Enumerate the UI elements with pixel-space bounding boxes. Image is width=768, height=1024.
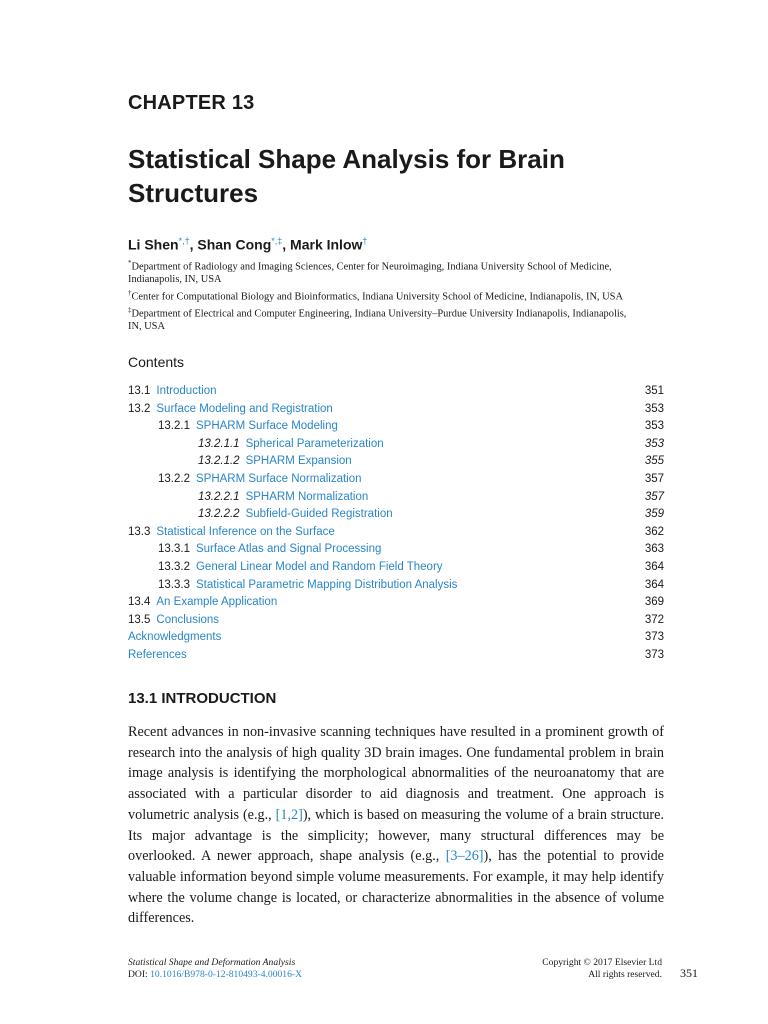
toc-entry[interactable]: [128, 401, 664, 419]
toc-page-number: 351: [644, 385, 664, 397]
toc-title-link[interactable]: SPHARM Surface Modeling: [195, 420, 338, 433]
toc-entry[interactable]: [128, 559, 664, 577]
toc-entry[interactable]: [128, 629, 664, 647]
toc-number: 13.3.1: [158, 543, 190, 556]
toc-page-number: 364: [644, 578, 664, 591]
toc-title-link[interactable]: Acknowledgments: [128, 631, 222, 644]
toc-title-link[interactable]: Surface Atlas and Signal Processing: [195, 543, 382, 556]
toc-number: 13.4: [128, 596, 151, 609]
toc-entry[interactable]: [128, 383, 664, 401]
toc-page-number: 357: [644, 490, 664, 503]
affiliation: [128, 287, 640, 304]
citation-link[interactable]: [1,2]: [275, 806, 303, 823]
toc-entry[interactable]: [128, 506, 664, 524]
toc-title-link[interactable]: SPHARM Expansion: [245, 455, 352, 468]
affiliation-mark: †: [128, 288, 132, 297]
affiliation: [128, 257, 640, 287]
affiliation-list: [128, 257, 640, 333]
toc-page-number: 353: [644, 437, 664, 450]
toc-entry[interactable]: [128, 471, 664, 489]
toc-number: 13.2.1.1: [198, 437, 240, 450]
affiliation-marks[interactable]: *,†: [178, 236, 190, 246]
toc-page-number: 372: [644, 613, 664, 626]
toc-title-link[interactable]: Statistical Inference on the Surface: [156, 525, 335, 538]
chapter-title: Statistical Shape Analysis for Brain Structures: [128, 144, 565, 208]
toc-title-link[interactable]: Surface Modeling and Registration: [156, 402, 333, 415]
toc-title-link[interactable]: An Example Application: [156, 596, 278, 609]
toc-entry[interactable]: [128, 577, 664, 595]
toc-entry[interactable]: [128, 541, 664, 559]
copyright-text: Copyright © 2017 Elsevier Ltd: [542, 957, 662, 968]
toc-number: 13.2: [128, 402, 151, 415]
page-number: 351: [680, 966, 698, 980]
toc-number: 13.2.1: [158, 420, 190, 433]
toc-page-number: 373: [644, 648, 664, 661]
toc-number: 13.3.3: [158, 578, 190, 591]
body-paragraph: [128, 722, 664, 929]
toc-number: 13.1: [128, 385, 151, 397]
toc-page-number: 357: [644, 472, 664, 485]
paragraph-text: Recent advances in non-invasive scanning techniques have resulted in a prominent growth of research into the analysis of high quality 3D brain images. One fundamental problem in brain image analysis is identifying the morphological abnormalities of the neuroanatomy that are associated with a particular disorder to aid diagnosis and treatment. One approach is volumetric analysis (e.g.,: [128, 724, 664, 823]
toc-page-number: 369: [644, 596, 664, 609]
toc-entry[interactable]: [128, 453, 664, 471]
toc-title-link[interactable]: Subfield-Guided Registration: [245, 508, 393, 521]
doi-link[interactable]: 10.1016/B978-0-12-810493-4.00016-X: [150, 969, 303, 980]
affiliation-text: Department of Electrical and Computer Engineering, Indiana University–Purdue University Indianapolis, Indianapolis, IN, USA: [128, 308, 627, 332]
author-name: Mark Inlow: [290, 236, 363, 253]
table-of-contents: [128, 383, 664, 665]
toc-number: 13.2.2: [158, 472, 190, 485]
author-separator: ,: [189, 236, 198, 253]
toc-entry[interactable]: [128, 612, 664, 630]
footer-source: [128, 957, 302, 981]
book-title: Statistical Shape and Deformation Analysis: [128, 957, 296, 968]
toc-title-link[interactable]: Statistical Parametric Mapping Distribution Analysis: [195, 578, 458, 591]
toc-title-link[interactable]: SPHARM Surface Normalization: [195, 472, 362, 485]
affiliation-marks[interactable]: †: [362, 236, 368, 246]
toc-entry[interactable]: [128, 418, 664, 436]
toc-title-link[interactable]: Conclusions: [156, 613, 220, 626]
affiliation-text: Center for Computational Biology and Bioinformatics, Indiana University School of Medicine, Indianapolis, IN, USA: [131, 291, 623, 303]
toc-entry[interactable]: [128, 436, 664, 454]
toc-page-number: 362: [644, 525, 664, 538]
toc-number: 13.2.2.2: [198, 508, 240, 521]
doi-line: [128, 969, 302, 981]
author-separator: ,: [282, 236, 291, 253]
citation-link[interactable]: [3–26]: [445, 848, 484, 865]
toc-entry[interactable]: [128, 524, 664, 542]
rights-text: All rights reserved.: [588, 969, 662, 980]
affiliation: [128, 304, 640, 334]
toc-page-number: 363: [644, 543, 664, 556]
affiliation-text: Department of Radiology and Imaging Sciences, Center for Neuroimaging, Indiana University School of Medicine, Indianapolis, IN, USA: [128, 261, 612, 286]
toc-entry[interactable]: [128, 489, 664, 507]
toc-number: 13.3.2: [158, 560, 190, 573]
toc-entry[interactable]: [128, 594, 664, 612]
toc-number: 13.3: [128, 525, 151, 538]
paragraph-text: ), has the potential to provide valuable information beyond simple volume measurements. For example, it may help identify where the volume change is located, or characterize abnormalities in the absence of volume differences.: [128, 848, 664, 927]
toc-title-link[interactable]: References: [128, 648, 187, 661]
toc-title-link[interactable]: Introduction: [156, 385, 217, 397]
toc-title-link[interactable]: SPHARM Normalization: [245, 490, 369, 503]
toc-page-number: 364: [644, 560, 664, 573]
toc-page-number: 353: [644, 420, 664, 433]
toc-title-link[interactable]: Spherical Parameterization: [245, 437, 384, 450]
toc-page-number: 359: [644, 508, 664, 521]
section-heading: 13.1 INTRODUCTION: [128, 690, 277, 707]
toc-page-number: 355: [644, 455, 664, 468]
toc-title-link[interactable]: General Linear Model and Random Field Theory: [195, 560, 443, 573]
toc-number: 13.2.1.2: [198, 455, 240, 468]
toc-page-number: 353: [644, 402, 664, 415]
footer-copyright: [542, 957, 662, 981]
doi-label: DOI:: [128, 969, 151, 980]
paragraph-text: ), which is based on measuring the volume of a brain structure. Its major advantage is the simplicity; however, many structural differences may be overlooked. A newer approach, shape analysis (e.g.,: [128, 806, 664, 865]
affiliation-mark: *: [128, 259, 132, 267]
affiliation-marks[interactable]: *,‡: [271, 236, 283, 246]
author-name: Li Shen: [128, 236, 179, 253]
author-name: Shan Cong: [197, 236, 272, 253]
author-list: [128, 236, 367, 253]
chapter-label: CHAPTER 13: [128, 92, 255, 114]
toc-page-number: 373: [644, 631, 664, 644]
toc-number: 13.5: [128, 613, 151, 626]
contents-heading: Contents: [128, 354, 185, 370]
toc-number: 13.2.2.1: [198, 490, 240, 503]
toc-entry[interactable]: [128, 647, 664, 665]
affiliation-mark: ‡: [128, 305, 132, 314]
